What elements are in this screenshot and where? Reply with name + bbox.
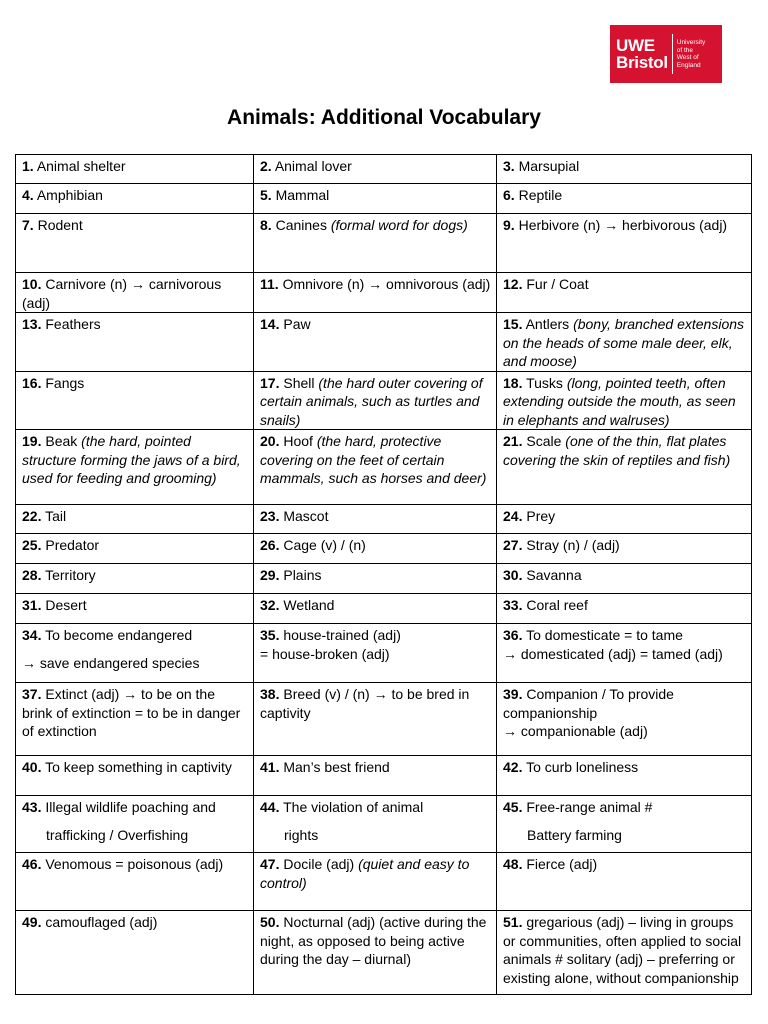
vocab-entry [503,275,746,294]
table-row [16,911,752,995]
entry-number: 5. [260,187,272,203]
vocab-entry [22,626,248,645]
entry-definition: (the hard, pointed structure forming the jaws of a bird, used for feeding and grooming) [22,433,241,486]
vocab-entry [22,855,248,874]
entry-term: Breed (v) / (n) → to be bred in captivity [260,686,470,721]
entry-term: Fur / Coat [526,276,589,292]
vocab-cell [254,594,497,624]
entry-term: Territory [45,567,96,583]
entry-number: 23. [260,508,280,524]
entry-continuation: = house-broken (adj) [260,645,390,662]
entry-number: 19. [22,433,42,449]
vocab-entry [503,855,746,874]
vocab-cell [16,313,254,372]
vocab-cell [254,214,497,273]
entry-number: 31. [22,597,42,613]
entry-definition: (the hard, protective covering on the feet of certain mammals, such as horses and deer) [260,433,487,486]
vocab-entry [260,798,491,817]
vocab-cell [254,273,497,313]
table-row [16,683,752,756]
vocab-entry [503,758,746,777]
entry-term: Amphibian [36,187,103,203]
vocab-entry [22,913,248,932]
vocab-cell [254,756,497,796]
entry-term: Prey [526,508,556,524]
entry-term: Coral reef [526,597,588,613]
entry-number: 36. [503,627,523,643]
entry-term: Paw [283,316,311,332]
entry-number: 48. [503,856,523,872]
entry-number: 4. [22,187,34,203]
entry-number: 6. [503,187,515,203]
table-row [16,155,752,184]
vocab-entry [503,536,746,555]
vocab-entry [260,157,491,176]
entry-number: 13. [22,316,42,332]
vocab-cell [16,683,254,756]
entry-term: Canines [275,217,327,233]
vocab-cell [254,505,497,534]
vocab-entry [260,685,491,722]
vocab-cell [497,911,752,995]
vocab-entry [503,685,746,722]
entry-number: 40. [22,759,42,775]
vocab-cell [16,214,254,273]
entry-number: 18. [503,374,523,391]
vocab-cell [497,313,752,372]
vocab-cell [497,683,752,756]
entry-number: 38. [260,686,280,702]
uwe-bristol-logo [610,25,722,83]
entry-definition: (the hard outer covering of certain animals, such as turtles and snails) [260,374,483,428]
entry-number: 22. [22,508,42,524]
entry-term: Feathers [45,316,101,332]
entry-term: Fangs [45,374,85,391]
vocab-entry [260,315,491,334]
vocab-entry [22,186,248,205]
vocab-cell [254,683,497,756]
table-row [16,371,752,430]
table-row [16,214,752,273]
vocab-cell [497,214,752,273]
vocab-entry [22,216,248,235]
entry-number: 17. [260,374,280,391]
vocab-entry [22,507,248,526]
entry-term: Free-range animal # [526,799,653,815]
table-row [16,564,752,594]
entry-term: Venomous = poisonous (adj) [45,856,224,872]
vocab-cell [254,184,497,214]
entry-term: Tusks [526,374,563,391]
entry-term: To curb loneliness [526,759,639,775]
entry-number: 27. [503,537,523,553]
entry-term: Nocturnal (adj) (active during the night, as opposed to being active during the day – diurnal) [260,914,487,967]
vocab-cell [497,564,752,594]
vocab-entry [22,566,248,585]
vocab-entry [260,626,491,645]
vocab-entry [260,186,491,205]
entry-term: Animal lover [274,158,352,174]
entry-continuation: → companionable (adj) [503,723,648,739]
table-row [16,534,752,564]
entry-term: Stray (n) / (adj) [526,537,620,553]
entry-term: Wetland [283,597,335,613]
vocab-entry [260,913,491,969]
entry-number: 16. [22,374,42,391]
entry-number: 49. [22,914,42,930]
vocab-cell [16,184,254,214]
vocab-entry [22,374,248,393]
entry-term: Hoof [283,433,313,449]
entry-number: 28. [22,567,42,583]
table-row [16,313,752,372]
vocab-entry [503,798,746,817]
entry-number: 46. [22,856,42,872]
entry-number: 7. [22,217,34,233]
entry-number: 34. [22,627,42,643]
entry-number: 20. [260,433,280,449]
vocab-cell [497,624,752,683]
table-row [16,505,752,534]
vocab-entry [260,536,491,555]
entry-number: 30. [503,567,523,583]
entry-definition: (long, pointed teeth, often extending outside the mouth, as seen in elephants and walruses) [503,374,736,428]
vocab-entry [260,566,491,585]
entry-definition: (bony, branched extensions on the heads of some male deer, elk, and moose) [503,316,745,369]
entry-term: Herbivore (n) → herbivorous (adj) [518,217,728,233]
vocab-cell [497,371,752,430]
vocab-cell [254,853,497,911]
vocab-cell [254,534,497,564]
vocab-cell [497,430,752,505]
vocab-entry [260,758,491,777]
entry-term: Antlers [525,316,570,332]
vocab-cell [497,756,752,796]
vocab-entry [503,626,746,645]
entry-continuation: → save endangered species [22,654,200,671]
entry-term: Mascot [283,508,329,524]
entry-number: 14. [260,316,280,332]
entry-term: Carnivore (n) → carnivorous (adj) [22,276,222,311]
vocab-entry [260,596,491,615]
vocab-entry [503,186,746,205]
vocab-entry [22,315,248,334]
vocab-entry [22,432,248,488]
vocab-entry [22,685,248,741]
entry-number: 37. [22,686,42,702]
entry-number: 45. [503,799,523,815]
entry-term: Tail [45,508,67,524]
vocab-cell [16,911,254,995]
entry-number: 15. [503,316,523,332]
entry-term: gregarious (adj) – living in groups or communities, often applied to social animals # solitary (adj) – preferring or existing alone, without companionship [503,914,742,986]
vocab-entry [22,157,248,176]
entry-term: Cage (v) / (n) [283,537,366,553]
table-row [16,430,752,505]
entry-continuation: Battery farming [527,826,622,843]
entry-continuation: rights [284,826,319,843]
entry-number: 47. [260,856,280,872]
entry-number: 24. [503,508,523,524]
vocab-cell [16,594,254,624]
entry-term: Companion / To provide companionship [503,686,674,721]
entry-number: 11. [260,276,279,292]
vocab-entry [260,432,491,488]
vocab-cell [16,371,254,430]
vocab-cell [497,184,752,214]
entry-term: To domesticate = to tame [526,627,683,643]
vocab-cell [16,155,254,184]
vocab-entry [503,566,746,585]
vocab-cell [254,911,497,995]
vocab-cell [497,594,752,624]
vocab-cell [16,505,254,534]
entry-number: 8. [260,217,272,233]
entry-number: 21. [503,433,523,449]
entry-term: Desert [45,597,87,613]
vocab-entry [503,315,746,371]
entry-term: Man’s best friend [283,759,390,775]
table-row [16,796,752,853]
entry-definition: (quiet and easy to control) [260,856,470,891]
entry-number: 43. [22,799,42,815]
table-row [16,184,752,214]
entry-number: 39. [503,686,523,702]
entry-term: To become endangered [45,627,193,643]
vocab-cell [254,624,497,683]
vocab-entry [503,216,746,235]
entry-term: Marsupial [518,158,580,174]
vocab-entry [260,855,491,892]
vocab-cell [16,534,254,564]
entry-term: Plains [283,567,322,583]
vocab-entry [260,374,491,430]
entry-number: 41. [260,759,280,775]
vocab-cell [254,371,497,430]
entry-number: 10. [22,276,42,292]
entry-term: The violation of animal [283,799,424,815]
entry-term: Animal shelter [36,158,126,174]
entry-term: Rodent [37,217,83,233]
vocab-entry [22,758,248,777]
vocab-cell [16,564,254,594]
entry-term: Reptile [518,187,563,203]
entry-number: 42. [503,759,523,775]
entry-term: camouflaged (adj) [45,914,158,930]
table-row [16,756,752,796]
vocab-entry [503,374,746,430]
vocab-entry [260,216,491,235]
vocab-cell [497,155,752,184]
entry-term: Extinct (adj) → to be on the brink of extinction = to be in danger of extinction [22,686,241,739]
entry-term: To keep something in captivity [45,759,232,775]
entry-number: 33. [503,597,523,613]
entry-term: Fierce (adj) [526,856,598,872]
vocab-cell [16,853,254,911]
table-row [16,594,752,624]
entry-term: Scale [526,433,562,449]
entry-term: Docile (adj) [283,856,355,872]
entry-continuation: trafficking / Overfishing [46,826,189,843]
vocab-cell [254,155,497,184]
vocab-entry [503,507,746,526]
entry-number: 26. [260,537,280,553]
entry-number: 35. [260,627,280,643]
table-row [16,853,752,911]
vocab-entry [22,798,248,817]
entry-term: Predator [45,537,100,553]
vocab-cell [16,796,254,853]
vocab-cell [16,624,254,683]
entry-number: 25. [22,537,42,553]
vocab-cell [16,273,254,313]
entry-number: 3. [503,158,515,174]
entry-term: Illegal wildlife poaching and [45,799,216,815]
entry-term: Savanna [526,567,582,583]
vocab-cell [497,796,752,853]
entry-number: 9. [503,217,515,233]
vocab-entry [503,432,746,469]
entry-term: Shell [283,374,315,391]
entry-number: 50. [260,914,280,930]
vocab-entry [260,507,491,526]
entry-number: 51. [503,914,523,930]
entry-term: Omnivore (n) → omnivorous (adj) [282,276,491,292]
entry-continuation: → domesticated (adj) = tamed (adj) [503,645,723,662]
vocab-entry [22,275,248,312]
vocab-entry [503,913,746,987]
entry-number: 44. [260,799,280,815]
entry-number: 2. [260,158,272,174]
vocab-entry [503,157,746,176]
vocab-cell [497,505,752,534]
entry-term: Mammal [275,187,330,203]
table-row [16,273,752,313]
entry-term: house-trained (adj) [283,627,401,643]
entry-definition: (formal word for dogs) [330,217,468,233]
entry-number: 1. [22,158,34,174]
entry-term: Beak [45,433,78,449]
entry-number: 12. [503,276,523,292]
vocab-cell [254,564,497,594]
vocab-entry [22,536,248,555]
vocab-cell [254,796,497,853]
entry-definition: (one of the thin, flat plates covering the skin of reptiles and fish) [503,433,731,468]
vocabulary-table [15,154,752,995]
logo-subtext: University of the West of England [676,39,706,69]
vocab-entry [503,596,746,615]
vocab-cell [497,273,752,313]
page-title: Animals: Additional Vocabulary [227,106,541,129]
entry-number: 29. [260,567,280,583]
logo-divider [672,34,673,74]
logo-wordmark: UWE Bristol [616,36,668,72]
entry-number: 32. [260,597,280,613]
vocab-cell [254,313,497,372]
vocab-cell [254,430,497,505]
vocab-cell [497,534,752,564]
table-row [16,624,752,683]
vocab-cell [497,853,752,911]
vocab-cell [16,756,254,796]
vocab-entry [22,596,248,615]
vocab-cell [16,430,254,505]
vocab-entry [260,275,491,294]
